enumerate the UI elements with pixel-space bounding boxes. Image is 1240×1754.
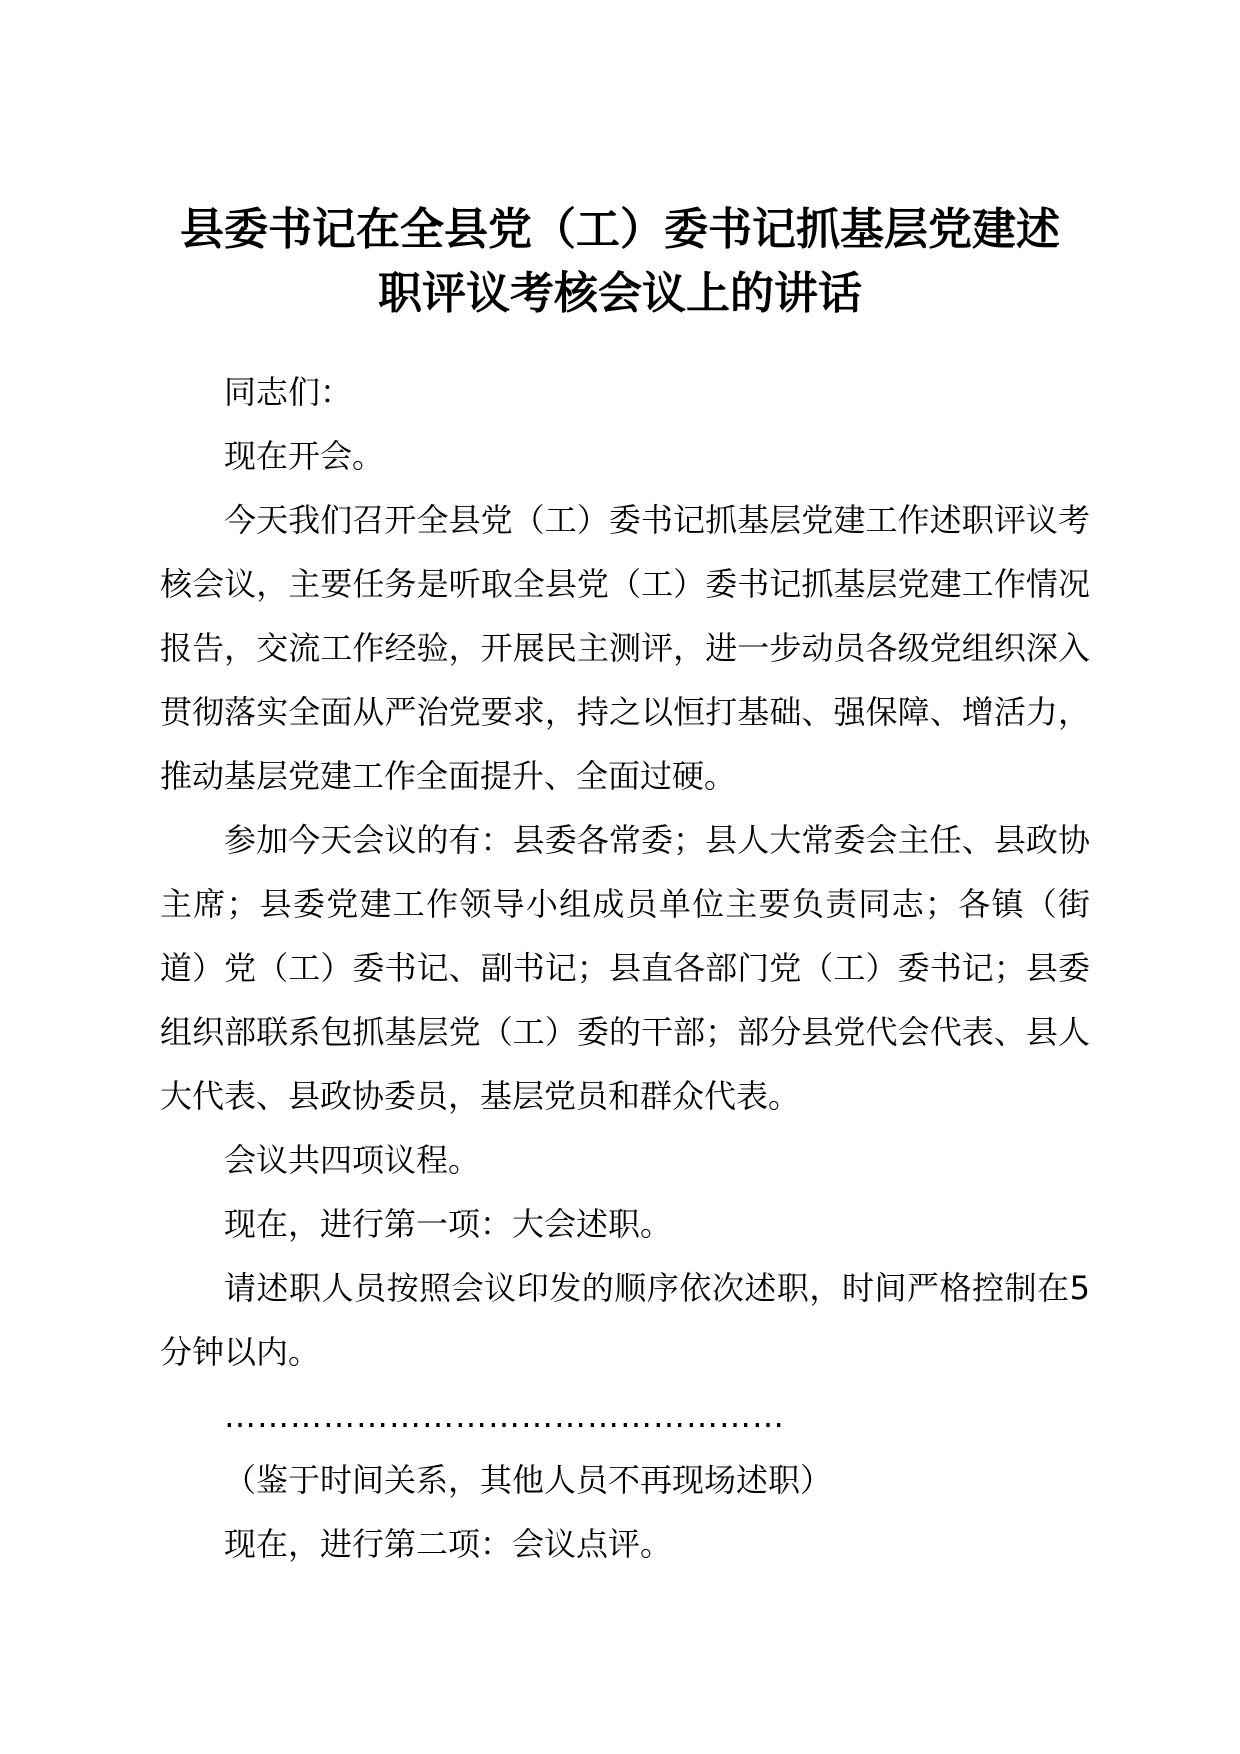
paragraph-item-two: 现在，进行第二项：会议点评。 [224, 1525, 673, 1563]
paragraph-instructions: 请述职人员按照会议印发的顺序依次述职，时间严格控制在5分钟以内。 [160, 1269, 1090, 1371]
paragraph-opening: 现在开会。 [224, 437, 385, 475]
document-body [160, 360, 1090, 1576]
salutation: 同志们： [224, 373, 353, 411]
paragraph-attendees: 参加今天会议的有：县委各常委；县人大常委会主任、县政协主席；县委党建工作领导小组成员单位主要负责同志；各镇（街道）党（工）委书记、副书记；县直各部门党（工）委书记；县委组织部联系包抓基层党（工）委的干部；部分县党代会代表、县人大代表、县政协委员，基层党员和群众代表。 [160, 821, 1090, 1115]
document-title [150, 198, 1090, 326]
title-line-1: 县委书记在全县党（工）委书记抓基层党建述 [180, 204, 1060, 255]
paragraph-agenda: 会议共四项议程。 [224, 1141, 481, 1179]
paragraph-purpose: 今天我们召开全县党（工）委书记抓基层党建工作述职评议考核会议，主要任务是听取全县党（工）委书记抓基层党建工作情况报告，交流工作经验，开展民主测评，进一步动员各级党组织深入贯彻落实全面从严治党要求，持之以恒打基础、强保障、增活力，推动基层党建工作全面提升、全面过硬。 [160, 501, 1090, 795]
ellipsis-divider: …………………………………………… [224, 1397, 785, 1435]
title-line-2: 职评议考核会议上的讲话 [378, 268, 862, 319]
paragraph-item-one: 现在，进行第一项：大会述职。 [224, 1205, 673, 1243]
paragraph-note: （鉴于时间关系，其他人员不再现场述职） [224, 1461, 833, 1499]
